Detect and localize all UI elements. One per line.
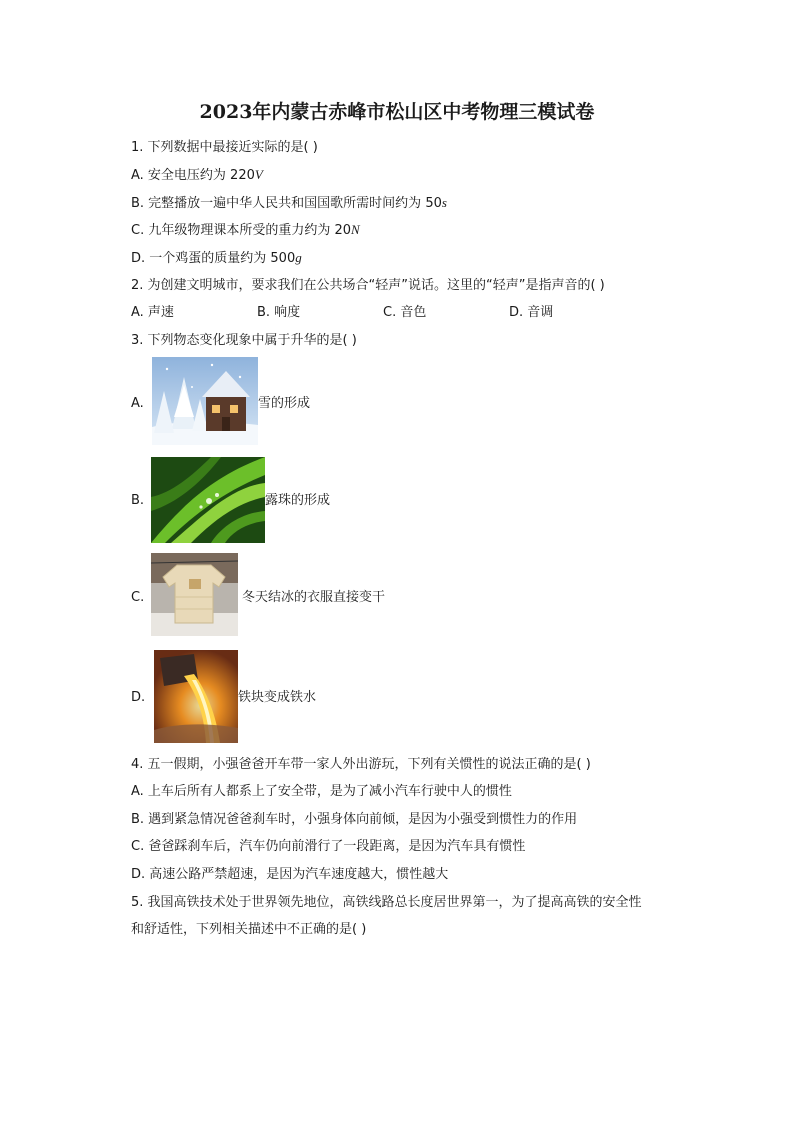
q4-option-d: D. 高速公路严禁超速，是因为汽车速度越大，惯性越大 <box>131 867 449 882</box>
q1-option-a: A. 安全电压约为 220V <box>131 167 263 183</box>
dew-grass-image <box>151 457 265 543</box>
q1-stem: 1. 下列数据中最接近实际的是( ) <box>131 140 318 155</box>
q2-option-c: C. 音色 <box>383 305 427 320</box>
q2-option-a: A. 声速 <box>131 305 174 320</box>
q3-option-b-caption: 露珠的形成 <box>265 493 331 508</box>
q3-option-d-caption: 铁块变成铁水 <box>238 690 317 705</box>
q3-option-d-label: D. <box>131 690 146 705</box>
frozen-clothes-image <box>151 553 238 636</box>
q1-option-c: C. 九年级物理课本所受的重力约为 20N <box>131 222 360 238</box>
q4-option-c: C. 爸爸踩刹车后，汽车仍向前滑行了一段距离，是因为汽车具有惯性 <box>131 839 526 854</box>
q3-option-b-label: B. <box>131 493 145 508</box>
q3-option-c-label: C. <box>131 590 145 605</box>
q3-option-a-label: A. <box>131 396 144 411</box>
q5-stem-line1: 5. 我国高铁技术处于世界领先地位，高铁线路总长度居世界第一，为了提高高铁的安全性 <box>131 895 642 910</box>
q4-option-a: A. 上车后所有人都系上了安全带，是为了减小汽车行驶中人的惯性 <box>131 784 512 799</box>
q4-stem: 4. 五一假期，小强爸爸开车带一家人外出游玩，下列有关惯性的说法正确的是( ) <box>131 757 591 772</box>
q2-stem: 2. 为创建文明城市，要求我们在公共场合“轻声”说话。这里的“轻声”是指声音的( ) <box>131 278 605 293</box>
q1-option-b: B. 完整播放一遍中华人民共和国国歌所需时间约为 50s <box>131 195 447 211</box>
q2-option-b: B. 响度 <box>257 305 301 320</box>
q4-option-b: B. 遇到紧急情况爸爸刹车时，小强身体向前倾，是因为小强受到惯性力的作用 <box>131 812 578 827</box>
snow-house-image <box>152 357 258 445</box>
q2-option-d: D. 音调 <box>509 305 554 320</box>
q5-stem-line2: 和舒适性，下列相关描述中不正确的是( ) <box>131 922 367 937</box>
q3-stem: 3. 下列物态变化现象中属于升华的是( ) <box>131 333 357 348</box>
q3-option-c-caption: 冬天结冰的衣服直接变干 <box>242 590 386 605</box>
q1-option-d: D. 一个鸡蛋的质量约为 500g <box>131 250 302 266</box>
molten-iron-image <box>154 650 238 743</box>
exam-title: 2023年内蒙古赤峰市松山区中考物理三模试卷 <box>199 101 595 123</box>
q3-option-a-caption: 雪的形成 <box>258 396 311 411</box>
